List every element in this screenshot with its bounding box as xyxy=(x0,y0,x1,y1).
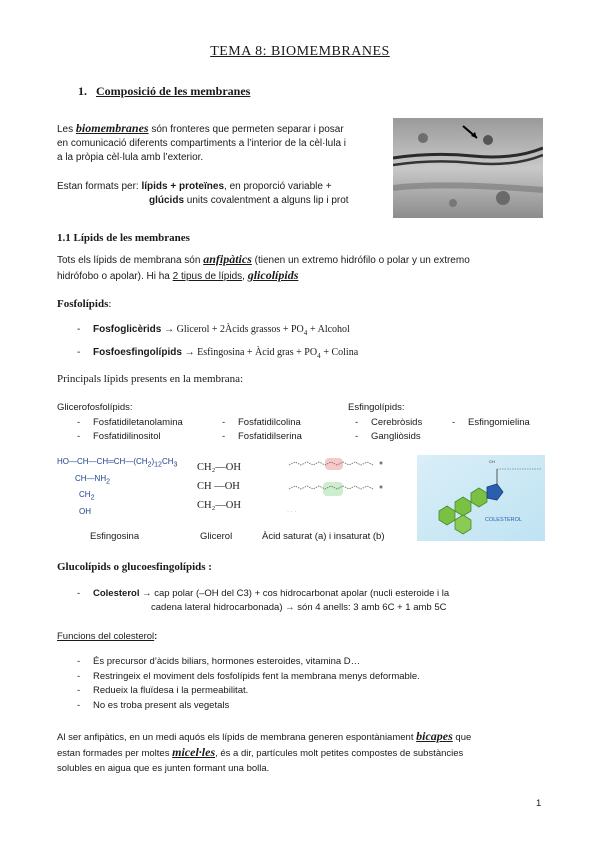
page-number: 1 xyxy=(536,798,542,809)
esfingo-item-1: Cerebròsids xyxy=(371,417,423,428)
final-l1-end: que xyxy=(455,732,472,743)
glicero-item-2: Fosfatidilcolina xyxy=(238,417,301,428)
lipids-paragraph xyxy=(57,252,542,284)
fosfolipids-colon: : xyxy=(108,298,112,310)
caption-glicerol: Glicerol xyxy=(200,531,233,542)
glicerol-l3: CH₂—OH xyxy=(197,500,241,511)
glicero-item-3: Fosfatidilinositol xyxy=(93,431,161,442)
list-item: - Restringeix el moviment dels fosfolípids fent la membrana menys deformable. xyxy=(77,670,420,682)
esfingo-item-3: Gangliòsids xyxy=(371,431,421,442)
fosfoglicerids-end: + Alcohol xyxy=(310,324,350,335)
funcio-2: Restringeix el moviment dels fosfolípids fent la membrana menys deformable. xyxy=(93,670,420,682)
fatty-acid-diagram xyxy=(285,455,405,527)
esf-l1-end2: CH xyxy=(161,457,174,466)
esf-l1-end: ) xyxy=(151,457,155,466)
colesterol-label-text: Colesterol xyxy=(93,588,140,599)
term-anfipatics: anfipàtics xyxy=(203,252,252,266)
formed-rest: , en proporció variable + xyxy=(224,181,332,192)
esfingo-item-2: Esfingomielina xyxy=(468,417,530,428)
glicero-item-4: Fosfatidilserina xyxy=(238,431,302,442)
esf-l1: HO—CH—CH═CH—(CH xyxy=(57,457,148,466)
funcions-heading xyxy=(57,631,157,642)
list-item: - No es troba present als vegetals xyxy=(77,699,230,711)
caption-acid: Àcid saturat (a) i insaturat (b) xyxy=(262,531,385,542)
intro-line3: a la pròpia cèl·lula amb l’exterior. xyxy=(57,152,204,163)
fatty-acid-chains xyxy=(285,455,405,527)
esf-l2-sub: 2 xyxy=(106,478,111,486)
intro-line1: són fronteres que permeten separar i posar xyxy=(151,124,344,135)
fosfoesfingolipids-label: Fosfoesfingolípids xyxy=(93,347,182,358)
intro-paragraph xyxy=(57,121,392,165)
funcio-3: Redueix la fluïdesa i la permeabilitat. xyxy=(93,685,249,696)
colesterol-ch: CH xyxy=(489,459,495,464)
lipids-p2-pre: hidrófobo o apolar). Hi ha xyxy=(57,271,170,282)
final-l2-end: , és a dir, partícules molt petites compostes de substàncies xyxy=(215,748,464,759)
colesterol-figure xyxy=(417,455,545,541)
glucolipids-heading: Glucolípids o glucoesfingolípids : xyxy=(57,561,212,573)
section-1-1-heading: 1.1 Lípids de les membranes xyxy=(57,232,190,244)
membrane-micrograph xyxy=(393,118,543,218)
micrograph-image xyxy=(393,118,543,218)
glicero-item-1: Fosfatidiletanolamina xyxy=(93,417,183,428)
list-item: - Fosfoesfingolípids → Esfingosina + Àcid gras + $PO_4$ + Colina xyxy=(77,347,359,360)
esfingo-heading: Esfingolípids: xyxy=(348,402,405,413)
section-1-title: Composició de les membranes xyxy=(96,84,251,98)
esf-l2: CH—NH xyxy=(75,473,107,483)
term-biomembranes: biomembranes xyxy=(75,121,149,135)
intro-line2: en comunicació diferents compartiments a l’interior de la cèl·lula i xyxy=(57,138,347,149)
esf-l1-sub2: 12 xyxy=(154,461,162,469)
intro-pre: Les xyxy=(57,124,74,135)
caption-esfingosina: Esfingosina xyxy=(90,531,140,542)
term-bicapes: bicapes xyxy=(416,729,453,743)
page-title: TEMA 8: BIOMEMBRANES xyxy=(210,44,390,59)
list-item: - Redueix la fluïdesa i la permeabilitat. xyxy=(77,685,249,696)
final-l1-pre: Al ser anfipàtics, en un medi aquós els lípids de membrana generen espontàniament xyxy=(57,732,414,743)
funcio-1: És precursor d’àcids biliars, hormones esteroides, vitamina D… xyxy=(93,656,361,667)
fosfolipids-heading xyxy=(57,298,111,310)
lipids-p1-pre: Tots els lípids de membrana són xyxy=(57,255,201,266)
esf-l3: CH xyxy=(79,490,91,500)
esfingo-col2: - Esfingomielina xyxy=(452,417,530,428)
list-item: - És precursor d’àcids biliars, hormones esteroides, vitamina D… xyxy=(77,656,361,667)
colesterol-diagram xyxy=(417,455,545,541)
esf-l1-sub: 2 xyxy=(147,461,152,469)
formed-bold: lípids + proteïnes xyxy=(141,181,225,192)
colesterol-item: - Colesterol → cap polar (–OH del C3) + cos hidrocarbonat apolar (nucli esteroide i la cadena lateral hidrocarbonada) → són 4 anells: 3 amb 6C + 1 amb 5C xyxy=(77,587,547,615)
fosfoglicerids-sub: 4 xyxy=(303,329,308,337)
principals-heading: Principals lípids presents en la membrana: xyxy=(57,373,244,385)
colesterol-desc-2: cadena lateral hidrocarbonada) → són 4 anells: 3 amb 6C + 1 amb 5C xyxy=(151,602,447,613)
glicerol-l2: CH —OH xyxy=(197,481,240,492)
formed-pre: Estan formats per: xyxy=(57,181,139,192)
final-paragraph xyxy=(57,729,545,776)
section-1-heading xyxy=(78,84,250,99)
esf-l1-sub3: 3 xyxy=(173,461,178,469)
formed-paragraph xyxy=(57,180,392,208)
colesterol-desc-1: → cap polar (–OH del C3) + cos hidrocarbonat apolar (nucli esteroide i la xyxy=(142,588,450,599)
funcio-4: No es troba present als vegetals xyxy=(93,699,230,711)
esfingosina-formula xyxy=(57,455,197,523)
lipids-comma: , xyxy=(242,271,245,282)
final-l2-pre: estan formades per moltes xyxy=(57,748,170,759)
formed2-bold: glúcids xyxy=(149,195,185,206)
fosfolipids-list xyxy=(77,322,517,364)
list-item: - Fosfoglicèrids → Glicerol + 2Àcids grassos + $PO_4$ + Alcohol xyxy=(77,324,350,337)
svg-text:· · ·: · · · xyxy=(287,509,297,515)
two-lipid-types: 2 tipus de lípids xyxy=(172,271,243,282)
fosfoesfingolipids-end: + Colina xyxy=(323,347,359,358)
final-l3: solubles en aigua que es junten formant una bolla. xyxy=(57,763,270,774)
funcions-list xyxy=(77,655,547,713)
fosfoglicerids-label: Fosfoglicèrids xyxy=(93,324,162,335)
glicerol-formula xyxy=(197,458,241,515)
glicerol-l1: CH₂—OH xyxy=(197,462,241,473)
glicero-heading: Glicerofosfolípids: xyxy=(57,402,133,413)
esfingo-col1: - Cerebròsids - Gangliòsids xyxy=(355,417,423,442)
esf-l4: OH xyxy=(79,506,91,516)
colesterol-label: COLESTEROL xyxy=(485,517,522,523)
term-micelles: micel·les xyxy=(172,745,216,759)
formed2-rest: units covalentment a alguns lip i prot xyxy=(186,195,349,206)
funcions-colon: : xyxy=(154,631,158,642)
fosfolipids-title: Fosfolípids xyxy=(57,298,109,310)
fosfoesfingolipids-formula: → Esfingosina + Àcid gras + PO xyxy=(184,347,318,358)
glicero-col1: - Fosfatidiletanolamina - Fosfatidilinositol xyxy=(77,417,183,442)
esf-l3-sub: 2 xyxy=(90,494,95,502)
funcions-title: Funcions del colesterol xyxy=(57,631,155,642)
section-1-number: 1. xyxy=(78,84,87,98)
fosfoglicerids-formula: → Glicerol + 2Àcids grassos + PO xyxy=(164,324,304,335)
glicero-col2: - Fosfatidilcolina - Fosfatidilserina xyxy=(222,417,302,442)
fosfoesfingolipids-sub: 4 xyxy=(317,352,321,360)
term-glicolipids: glicolípids xyxy=(247,268,299,282)
lipids-p1-rest: (tienen un extremo hidrófilo o polar y un extremo xyxy=(254,255,470,266)
